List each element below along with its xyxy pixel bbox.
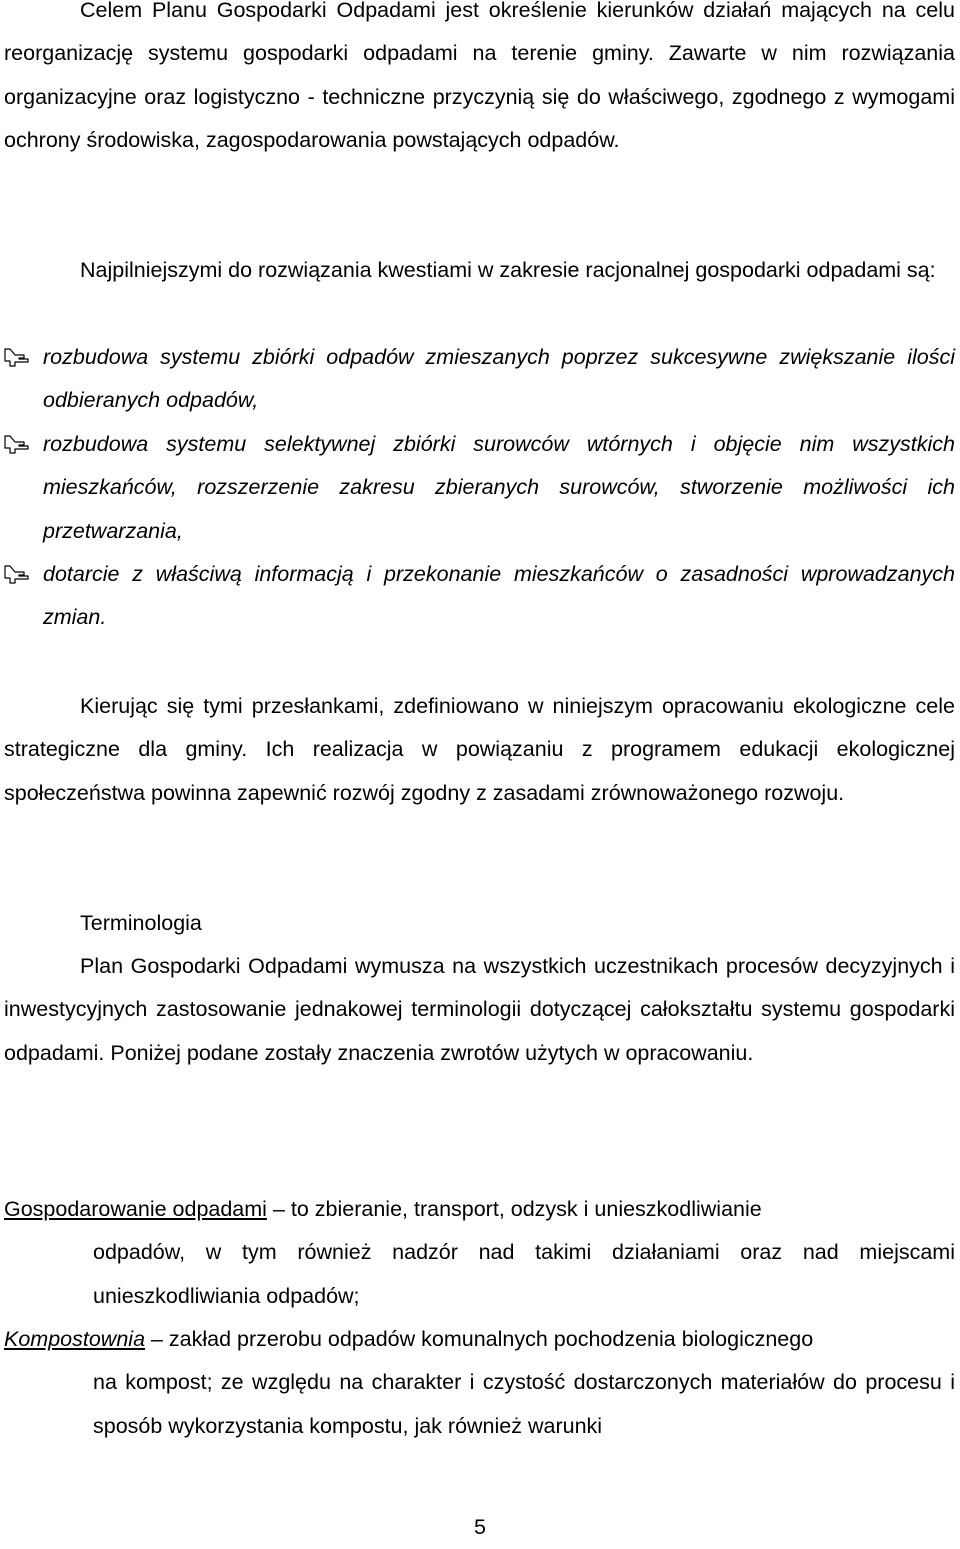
terminology-paragraph: Plan Gospodarki Odpadami wymusza na wszystkich uczestnikach procesów decyzyjnych i inwestycyjnych zastosowanie jednakowej terminologii dotyczącej całokształtu systemu gospodarki odpadami. Poniżej podane zostały znaczenia zwrotów użytych w opracowaniu. — [4, 954, 955, 1065]
pointing-hand-icon — [4, 565, 30, 585]
list-item-text: rozbudowa systemu selektywnej zbiórki surowców wtórnych i objęcie nim wszystkich mieszkańców, rozszerzenie zakresu zbieranych surowców, stworzenie możliwości ich przetwarzania, — [43, 431, 955, 543]
definition-lead-text: – to zbieranie, transport, odzysk i unieszkodliwianie — [266, 1197, 762, 1221]
definition-term: Kompostownia — [4, 1327, 146, 1351]
priorities-list — [0, 336, 955, 640]
list-item — [0, 553, 955, 640]
list-item-text: rozbudowa systemu zbiórki odpadów zmieszanych poprzez sukcesywne zwiększanie ilości odbieranych odpadów, — [43, 345, 955, 413]
list-item-text: dotarcie z właściwą informacją i przekonanie mieszkańców o zasadności wprowadzanych zmian. — [43, 562, 955, 630]
definition-first-line — [4, 1188, 955, 1231]
list-item — [0, 423, 955, 553]
definition-kompostownia — [4, 1318, 955, 1448]
definition-term: Gospodarowanie odpadami — [4, 1197, 267, 1221]
definition-body: odpadów, w tym również nadzór nad takimi działaniami oraz nad miejscami unieszkodliwiania odpadów; — [93, 1240, 955, 1308]
section-heading-terminology: Terminologia — [80, 911, 202, 935]
definition-body: na kompost; ze względu na charakter i czystość dostarczonych materiałów do procesu i sposób wykorzystania kompostu, jak również warunki — [93, 1370, 955, 1438]
priorities-lead-paragraph: Najpilniejszymi do rozwiązania kwestiami w zakresie racjonalnej gospodarki odpadami są: — [80, 258, 936, 282]
intro-paragraph: Celem Planu Gospodarki Odpadami jest określenie kierunków działań mających na celu reorganizację systemu gospodarki odpadami na terenie gminy. Zawarte w nim rozwiązania organizacyjne oraz logistyczno - techniczne przyczynią się do właściwego, zgodnego z wymogami ochrony środowiska, zagospodarowania powstających odpadów. — [4, 0, 955, 153]
definition-gospodarowanie-odpadami — [4, 1188, 955, 1318]
page-number: 5 — [474, 1515, 486, 1539]
definition-lead-text: – zakład przerobu odpadów komunalnych pochodzenia biologicznego — [145, 1327, 814, 1351]
pointing-hand-icon — [4, 435, 30, 455]
list-item — [0, 336, 955, 423]
goals-paragraph: Kierując się tymi przesłankami, zdefiniowano w niniejszym opracowaniu ekologiczne cele strategiczne dla gminy. Ich realizacja w powiązaniu z programem edukacji ekologicznej społeczeństwa powinna zapewnić rozwój zgodny z zasadami zrównoważonego rozwoju. — [4, 694, 955, 805]
pointing-hand-icon — [4, 348, 30, 368]
definition-first-line — [4, 1318, 955, 1361]
